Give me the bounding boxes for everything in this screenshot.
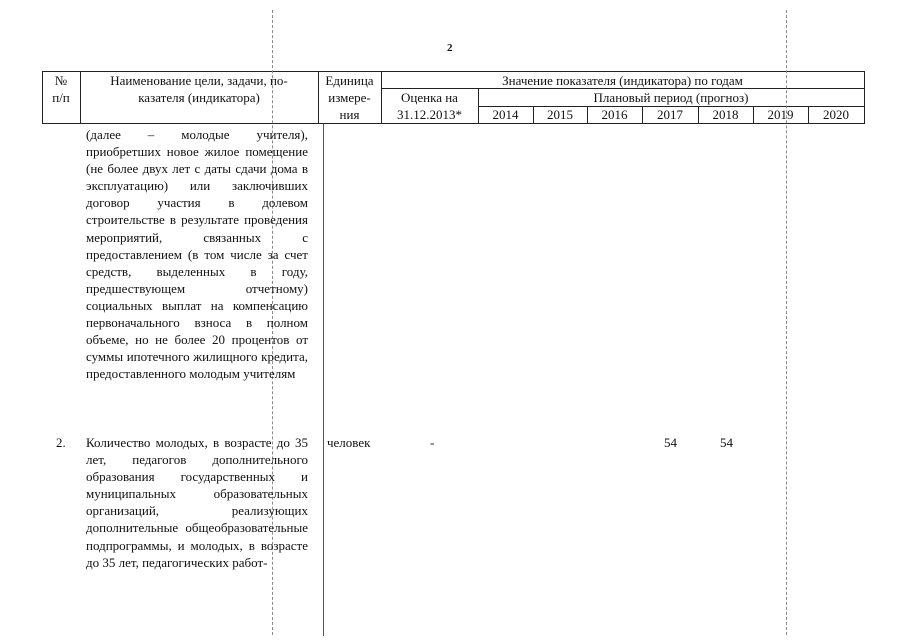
- row-2-name: Количество молодых, в возрасте до 35 лет, педагогов дополнительного образования государственных и муниципальных образовательных организаций, реализующих дополнительные общеобразовательные подпрограммы, и молодых, в возрасте до 35 лет, педагогических работ-: [86, 435, 308, 570]
- header-col-estimate-line1: Оценка на: [401, 90, 458, 105]
- row-2-value-2018: 54: [720, 435, 733, 450]
- row-2-estimate: -: [430, 435, 435, 450]
- header-col-name-line2: казателя (индикатора): [138, 90, 260, 105]
- header-col-estimate-line2: 31.12.2013*: [397, 107, 462, 122]
- page-number: 2: [447, 42, 453, 54]
- header-bottom-rule: [42, 123, 864, 124]
- header-year-2020: 2020: [823, 107, 849, 122]
- header-year-2017: 2017: [657, 107, 683, 122]
- header-col-unit-line1: Единица: [325, 73, 374, 88]
- body-column-line-unit: [323, 124, 324, 636]
- header-year-2018: 2018: [712, 107, 739, 122]
- header-col-unit-line2: измере-: [328, 90, 371, 105]
- row-2-unit: человек: [327, 435, 371, 450]
- header-col-plan: Плановый период (прогноз): [593, 90, 749, 105]
- row-2-value-2017: 54: [664, 435, 677, 450]
- header-year-2014: 2014: [492, 107, 519, 122]
- header-year-2015: 2015: [547, 107, 573, 122]
- header-col-unit-line3: ния: [339, 107, 360, 122]
- row-1-name: (далее – молодые учителя), приобретших новое жилое помещение (не более двух лет с даты сдачи дома в эксплуатацию) или заключивших договор участия в долевом строительстве в результате проведения мероприятий, связанных с предоставлением (в том числе за счет средств, выделенных в году, предшествующем отчетному) социальных выплат на компенсацию первоначального взноса в полном объеме, но не более 20 процентов от суммы ипотечного жилищного кредита, предоставленного молодым учителям: [86, 127, 308, 382]
- header-col-name-line1: Наименование цели, задачи, по-: [110, 73, 288, 88]
- header-col-no-line1: №: [54, 73, 68, 88]
- header-col-no-line2: п/п: [52, 90, 70, 105]
- header-year-2019: 2019: [767, 107, 794, 122]
- row-2-number: 2.: [56, 435, 66, 450]
- body-guide-line-2019: [786, 10, 787, 635]
- header-col-values: Значение показателя (индикатора) по годам: [502, 73, 743, 88]
- header-right-border: [864, 71, 865, 124]
- header-year-2016: 2016: [601, 107, 628, 122]
